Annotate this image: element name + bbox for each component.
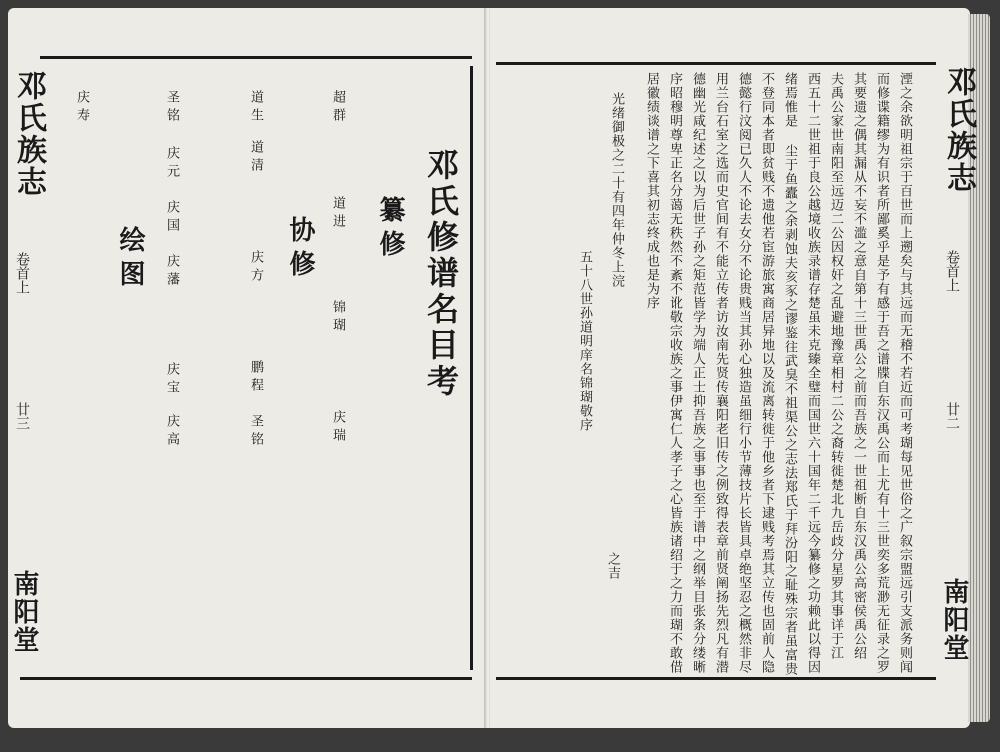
left-bottom-rule: [20, 677, 472, 680]
compiler-name: 超群: [330, 90, 345, 126]
right-spine-title: 邓氏族志: [941, 66, 976, 194]
section-label-compile: 纂修: [375, 196, 405, 264]
preface-column: 德懿行汶阅已久人不论去女分不论贵贱当其孙心独造虽细行小节薄技片长皆具卓绝坚忍之概然非尽: [736, 72, 751, 674]
right-spine-hall: 南阳堂: [939, 578, 969, 662]
illustrator-name: 庆藩: [164, 254, 179, 290]
compiler-name: 锦瑚: [330, 300, 345, 336]
right-spine-volume: 卷首上: [944, 250, 960, 292]
right-spine-page: 廿二: [944, 402, 960, 430]
assistant-name: 庆方: [248, 250, 263, 286]
illustrator-name: 庆元: [164, 146, 179, 182]
illustrator-name: 庆寿: [74, 90, 89, 126]
preface-column: 湮之余欲明祖宗于百世而上遡矣与其远而无稽不若近而可考瑚每见世俗之广叙宗盟远引支派务则闻: [897, 72, 912, 674]
assistant-name: 道清: [248, 140, 263, 176]
illustrator-name: 圣铭: [164, 90, 179, 126]
preface-column: 其要遗之偶其漏从不妄不滥之意自第十三世禹公之前而吾族之一世祖断自东汉禹公高密侯禹公绍: [851, 72, 866, 660]
left-spine-page: 廿三: [14, 402, 30, 430]
left-spine-title: 邓氏族志: [11, 70, 46, 198]
page-heading: 邓氏修谱名目考: [422, 148, 460, 400]
assistant-name: 鹏程: [248, 360, 263, 396]
preface-column: 夫禹公家世南阳至远迈二公因权奸之乱避地豫章相村二公之裔转徙楚北九岳歧分星罗其事详于江: [828, 72, 843, 660]
right-top-rule: [496, 62, 936, 65]
section-label-drawing: 绘图: [115, 226, 145, 294]
preface-column: 居徽绩谈谱之下喜其初志终成也是为序: [644, 72, 659, 310]
preface-column: 德幽光咸纪述之以为后世子孙之矩范皆学为端人正士抑吾族之事事也至于谱中之纲举目张条分缕晰: [690, 72, 705, 674]
preface-signature: 五十八世孙道明庠名锦瑚敬序: [577, 250, 592, 432]
left-spine-hall: 南阳堂: [9, 570, 39, 654]
preface-column: 西五十二世祖于良公越境收族录谱存楚虽未克臻全璧而国世六十国年二千远今纂修之功赖此以得因: [805, 72, 820, 674]
preface-column: 不登同本者即贫贱不遗他若宦游旅寓商居异地以及流离转徙于他乡者下逮贱考焉其立传也固前人隐: [759, 72, 774, 674]
illustrator-name: 庆宝: [164, 362, 179, 398]
left-side-rule: [470, 66, 473, 670]
right-bottom-rule: [496, 677, 936, 680]
preface-column: 而修谍籍缪为有识者所鄙奚乎是予有感于吾之谱牒自东汉禹公而上尤有十三世奕多荒渺无征录之罗: [874, 72, 889, 674]
preface-column: 绪焉惟是 尘于鱼蠹之余剥蚀夫亥豕之谬鉴往武臭不祖渠公之志法郑氏于拜汾阳之耻殊宗者虽富贵: [782, 72, 797, 676]
assistant-name: 道生: [248, 90, 263, 126]
preface-closing: 之吉: [605, 552, 620, 580]
preface-column: 用兰台石室之选而史官间有不能立传者访汝南先贤传襄阳老旧传之例致得表章前贤阐扬先烈凡有潜: [713, 72, 728, 674]
illustrator-name: 庆高: [164, 414, 179, 450]
illustrator-name: 庆国: [164, 200, 179, 236]
compiler-name: 道进: [330, 196, 345, 232]
section-label-assist: 协修: [285, 216, 315, 284]
assistant-name: 圣铭: [248, 414, 263, 450]
left-top-rule: [40, 56, 472, 59]
preface-date: 光绪御极之二十有四年仲冬上浣: [609, 92, 624, 288]
left-spine-volume: 卷首上: [14, 252, 30, 294]
compiler-name: 庆瑞: [330, 410, 345, 446]
preface-column: 序昭穆明尊卑正名分蔼无秩然不紊不讹敬宗收族之事伊寓仁人孝子之心皆族诸绍于之力而瑚不敢借: [667, 72, 682, 674]
